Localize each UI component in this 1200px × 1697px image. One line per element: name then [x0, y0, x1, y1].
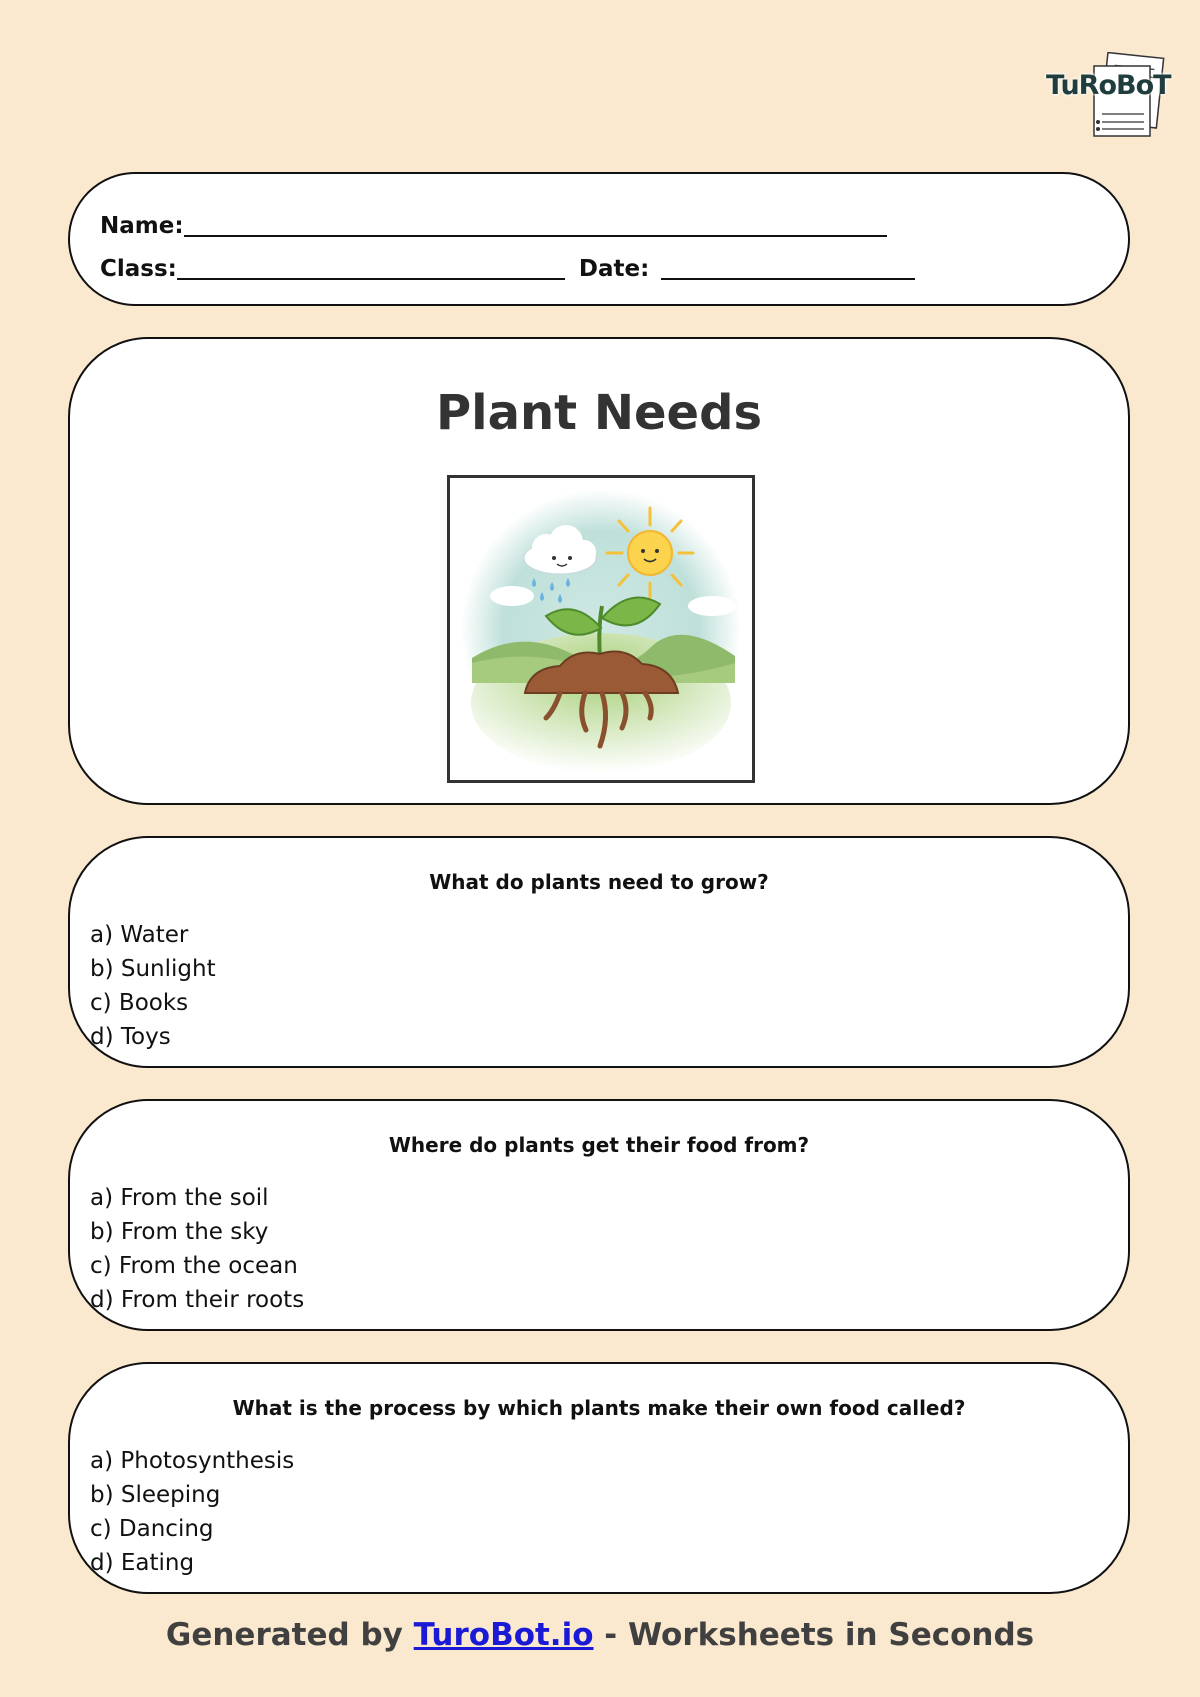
date-label: Date:: [578, 256, 650, 282]
option-c[interactable]: c) From the ocean: [90, 1253, 298, 1279]
student-info-panel: [68, 172, 1130, 306]
options-list: [90, 1181, 304, 1317]
option-d[interactable]: d) Toys: [90, 1024, 171, 1050]
name-row: [100, 212, 887, 240]
logo-text: TuRoBoT: [1046, 70, 1171, 101]
option-b[interactable]: b) Sunlight: [90, 956, 216, 982]
footer-prefix: Generated by: [165, 1617, 414, 1653]
turobot-logo: [1044, 52, 1171, 138]
footer-suffix: - Worksheets in Seconds: [593, 1617, 1035, 1653]
option-a[interactable]: a) Photosynthesis: [90, 1448, 295, 1474]
option-b[interactable]: b) From the sky: [90, 1219, 269, 1245]
class-label: Class:: [100, 256, 177, 282]
date-blank[interactable]: [661, 256, 915, 280]
option-a[interactable]: a) From the soil: [90, 1185, 269, 1211]
question-text: What is the process by which plants make their own food called?: [232, 1396, 966, 1420]
question-text: What do plants need to grow?: [429, 870, 769, 894]
question-text: Where do plants get their food from?: [388, 1133, 810, 1157]
footer: [0, 1617, 1200, 1653]
turobot-link[interactable]: TuroBot.io: [413, 1617, 594, 1653]
title-panel: [68, 337, 1130, 805]
options-list: [90, 1444, 294, 1580]
class-date-row: [100, 255, 915, 283]
option-d[interactable]: d) Eating: [90, 1550, 195, 1576]
class-blank[interactable]: [177, 256, 565, 280]
name-blank[interactable]: [184, 213, 887, 237]
option-d[interactable]: d) From their roots: [90, 1287, 305, 1313]
name-label: Name:: [100, 213, 184, 239]
options-list: [90, 918, 216, 1054]
option-a[interactable]: a) Water: [90, 922, 189, 948]
question-card-3: [68, 1362, 1130, 1594]
question-card-1: [68, 836, 1130, 1068]
plant-needs-illustration-icon: [450, 478, 752, 780]
plant-illustration: [447, 475, 755, 783]
option-b[interactable]: b) Sleeping: [90, 1482, 221, 1508]
option-c[interactable]: c) Dancing: [90, 1516, 214, 1542]
worksheet-title: Plant Needs: [435, 385, 763, 441]
option-c[interactable]: c) Books: [90, 990, 189, 1016]
question-card-2: [68, 1099, 1130, 1331]
